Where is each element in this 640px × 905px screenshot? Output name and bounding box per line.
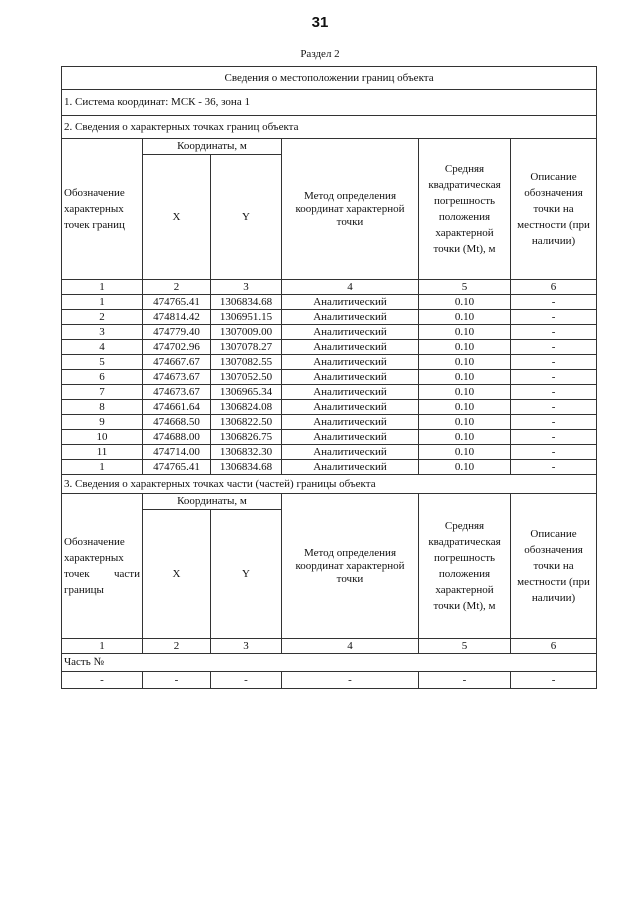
method-cell: Аналитический bbox=[282, 295, 419, 310]
column-number: 2 bbox=[143, 639, 211, 654]
point-number-cell: 1 bbox=[62, 295, 143, 310]
accuracy-cell: 0.10 bbox=[419, 325, 511, 340]
table-row bbox=[62, 340, 597, 355]
table-row bbox=[62, 370, 597, 385]
y-coordinate-cell: 1306951.15 bbox=[211, 310, 282, 325]
header-point-designation-part: Обозначение характерных точек части границы bbox=[62, 494, 143, 639]
y-coordinate-cell: 1306822.50 bbox=[211, 415, 282, 430]
y-coordinate-cell: 1307052.50 bbox=[211, 370, 282, 385]
method-cell: Аналитический bbox=[282, 355, 419, 370]
empty-cell: - bbox=[143, 672, 211, 689]
x-coordinate-cell: 474714.00 bbox=[143, 445, 211, 460]
table-row bbox=[62, 310, 597, 325]
accuracy-cell: 0.10 bbox=[419, 430, 511, 445]
accuracy-cell: 0.10 bbox=[419, 295, 511, 310]
method-cell: Аналитический bbox=[282, 430, 419, 445]
point-number-cell: 1 bbox=[62, 460, 143, 475]
column-number: 1 bbox=[62, 639, 143, 654]
y-coordinate-cell: 1306834.68 bbox=[211, 460, 282, 475]
empty-cell: - bbox=[62, 672, 143, 689]
y-coordinate-cell: 1307078.27 bbox=[211, 340, 282, 355]
description-cell: - bbox=[511, 460, 597, 475]
table-row bbox=[62, 445, 597, 460]
accuracy-cell: 0.10 bbox=[419, 370, 511, 385]
method-cell: Аналитический bbox=[282, 445, 419, 460]
x-coordinate-cell: 474661.64 bbox=[143, 400, 211, 415]
y-coordinate-cell: 1307082.55 bbox=[211, 355, 282, 370]
x-coordinate-cell: 474673.67 bbox=[143, 385, 211, 400]
header-x: X bbox=[143, 155, 211, 280]
column-number: 6 bbox=[511, 280, 597, 295]
x-coordinate-cell: 474668.50 bbox=[143, 415, 211, 430]
header-coordinates-part: Координаты, м bbox=[143, 494, 282, 510]
y-coordinate-cell: 1306965.34 bbox=[211, 385, 282, 400]
table-row bbox=[62, 415, 597, 430]
description-cell: - bbox=[511, 430, 597, 445]
accuracy-cell: 0.10 bbox=[419, 415, 511, 430]
table-row bbox=[62, 355, 597, 370]
table-row bbox=[62, 325, 597, 340]
header-y: Y bbox=[211, 155, 282, 280]
column-number: 4 bbox=[282, 639, 419, 654]
method-cell: Аналитический bbox=[282, 400, 419, 415]
point-number-cell: 10 bbox=[62, 430, 143, 445]
point-number-cell: 9 bbox=[62, 415, 143, 430]
method-cell: Аналитический bbox=[282, 385, 419, 400]
empty-cell: - bbox=[211, 672, 282, 689]
y-coordinate-cell: 1306824.08 bbox=[211, 400, 282, 415]
x-coordinate-cell: 474702.96 bbox=[143, 340, 211, 355]
x-coordinate-cell: 474765.41 bbox=[143, 295, 211, 310]
header-coordinates: Координаты, м bbox=[143, 139, 282, 155]
column-number: 3 bbox=[211, 280, 282, 295]
table-row bbox=[62, 460, 597, 475]
accuracy-cell: 0.10 bbox=[419, 400, 511, 415]
y-coordinate-cell: 1306826.75 bbox=[211, 430, 282, 445]
description-cell: - bbox=[511, 370, 597, 385]
table-row bbox=[62, 295, 597, 310]
header-method: Метод определения координат характерной точки bbox=[282, 139, 419, 280]
description-cell: - bbox=[511, 445, 597, 460]
description-cell: - bbox=[511, 325, 597, 340]
header-point-designation: Обозначение характерных точек границ bbox=[62, 139, 143, 280]
method-cell: Аналитический bbox=[282, 460, 419, 475]
point-number-cell: 2 bbox=[62, 310, 143, 325]
header-x-part: X bbox=[143, 510, 211, 639]
point-number-cell: 6 bbox=[62, 370, 143, 385]
point-number-cell: 8 bbox=[62, 400, 143, 415]
header-accuracy: Средняя квадратическая погрешность положения характерной точки (Mt), м bbox=[419, 139, 511, 280]
header-y-part: Y bbox=[211, 510, 282, 639]
header-method-part: Метод определения координат характерной точки bbox=[282, 494, 419, 639]
empty-cell: - bbox=[419, 672, 511, 689]
part-label: Часть № bbox=[62, 654, 597, 672]
section2-heading: 2. Сведения о характерных точках границ объекта bbox=[62, 116, 597, 139]
empty-cell: - bbox=[282, 672, 419, 689]
page-number: 31 bbox=[311, 14, 329, 31]
column-number: 5 bbox=[419, 639, 511, 654]
y-coordinate-cell: 1306834.68 bbox=[211, 295, 282, 310]
method-cell: Аналитический bbox=[282, 415, 419, 430]
method-cell: Аналитический bbox=[282, 340, 419, 355]
description-cell: - bbox=[511, 385, 597, 400]
column-numbers-row-part bbox=[62, 639, 597, 654]
column-numbers-row bbox=[62, 280, 597, 295]
point-number-cell: 5 bbox=[62, 355, 143, 370]
empty-part-row bbox=[62, 672, 597, 689]
x-coordinate-cell: 474765.41 bbox=[143, 460, 211, 475]
point-number-cell: 3 bbox=[62, 325, 143, 340]
accuracy-cell: 0.10 bbox=[419, 340, 511, 355]
table-row bbox=[62, 430, 597, 445]
accuracy-cell: 0.10 bbox=[419, 355, 511, 370]
accuracy-cell: 0.10 bbox=[419, 460, 511, 475]
point-number-cell: 4 bbox=[62, 340, 143, 355]
part-boundary-table bbox=[61, 474, 597, 689]
method-cell: Аналитический bbox=[282, 370, 419, 385]
table-title: Сведения о местоположении границ объекта bbox=[62, 67, 597, 90]
empty-cell: - bbox=[511, 672, 597, 689]
section3-heading: 3. Сведения о характерных точках части (частей) границы объекта bbox=[62, 475, 597, 494]
column-number: 3 bbox=[211, 639, 282, 654]
description-cell: - bbox=[511, 310, 597, 325]
description-cell: - bbox=[511, 340, 597, 355]
accuracy-cell: 0.10 bbox=[419, 385, 511, 400]
description-cell: - bbox=[511, 415, 597, 430]
x-coordinate-cell: 474673.67 bbox=[143, 370, 211, 385]
accuracy-cell: 0.10 bbox=[419, 445, 511, 460]
column-number: 1 bbox=[62, 280, 143, 295]
x-coordinate-cell: 474667.67 bbox=[143, 355, 211, 370]
description-cell: - bbox=[511, 400, 597, 415]
header-accuracy-part: Средняя квадратическая погрешность положения характерной точки (Mt), м bbox=[419, 494, 511, 639]
description-cell: - bbox=[511, 295, 597, 310]
table-row bbox=[62, 400, 597, 415]
method-cell: Аналитический bbox=[282, 325, 419, 340]
x-coordinate-cell: 474779.40 bbox=[143, 325, 211, 340]
column-number: 2 bbox=[143, 280, 211, 295]
column-number: 5 bbox=[419, 280, 511, 295]
x-coordinate-cell: 474688.00 bbox=[143, 430, 211, 445]
boundary-table bbox=[61, 66, 597, 475]
header-description: Описание обозначения точки на местности (при наличии) bbox=[511, 139, 597, 280]
coord-system: 1. Система координат: МСК - 36, зона 1 bbox=[62, 90, 597, 116]
point-number-cell: 11 bbox=[62, 445, 143, 460]
y-coordinate-cell: 1306832.30 bbox=[211, 445, 282, 460]
table-row bbox=[62, 385, 597, 400]
point-number-cell: 7 bbox=[62, 385, 143, 400]
method-cell: Аналитический bbox=[282, 310, 419, 325]
accuracy-cell: 0.10 bbox=[419, 310, 511, 325]
y-coordinate-cell: 1307009.00 bbox=[211, 325, 282, 340]
header-description-part: Описание обозначения точки на местности (при наличии) bbox=[511, 494, 597, 639]
description-cell: - bbox=[511, 355, 597, 370]
x-coordinate-cell: 474814.42 bbox=[143, 310, 211, 325]
column-number: 4 bbox=[282, 280, 419, 295]
column-number: 6 bbox=[511, 639, 597, 654]
section-label: Раздел 2 bbox=[300, 48, 340, 60]
